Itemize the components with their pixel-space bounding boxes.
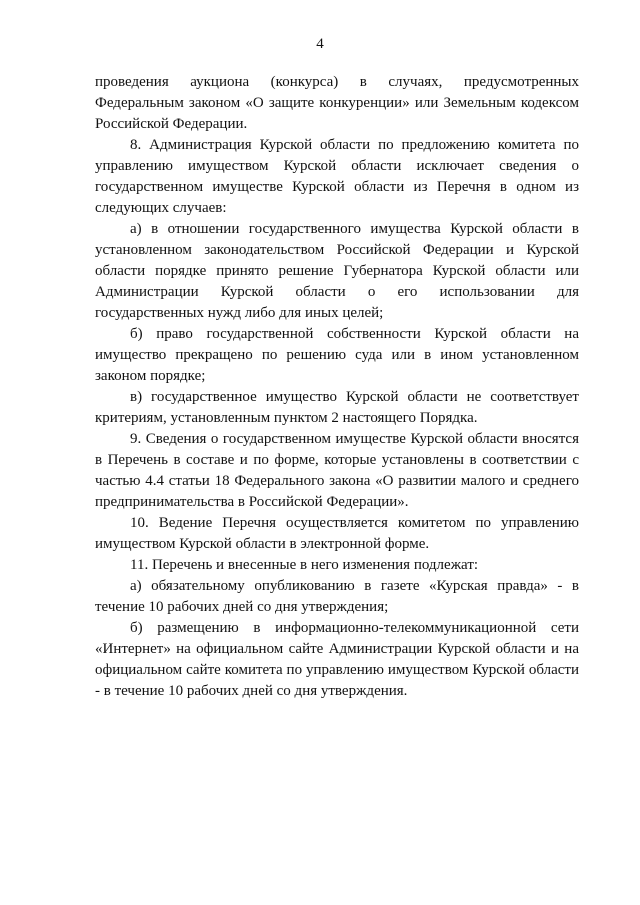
page-number: 4 [316,36,324,52]
paragraph-item-11-b: б) размещению в информационно-телекоммуникационной сети «Интернет» на официальном сайте Администрации Курской области и на официальном сайте комитета по управлению имуществом Курской области - в течение 10 рабочих дней со дня утверждения. [95,620,579,699]
paragraph-continuation: проведения аукциона (конкурса) в случаях, предусмотренных Федеральным законом «О защите конкуренции» или Земельным кодексом Российской Федерации. [95,74,579,132]
paragraph-item-11-a: а) обязательному опубликованию в газете «Курская правда» - в течение 10 рабочих дней со дня утверждения; [95,578,579,615]
paragraph-item-11: 11. Перечень и внесенные в него изменения подлежат: [130,557,479,573]
paragraph-item-10: 10. Ведение Перечня осуществляется комитетом по управлению имуществом Курской области в электронной форме. [95,515,579,552]
paragraph-item-9: 9. Сведения о государственном имуществе Курской области вносятся в Перечень в составе и по форме, которые установлены в соответствии с частью 4.4 статьи 18 Федерального закона «О развитии малого и среднего предпринимательства в Российской Федерации». [95,431,579,510]
document-body [95,72,579,702]
paragraph-subitem-v: в) государственное имущество Курской области не соответствует критериям, установленным пунктом 2 настоящего Порядка. [95,389,579,426]
paragraph-item-8: 8. Администрация Курской области по предложению комитета по управлению имуществом Курской области исключает сведения о государственном имуществе Курской области из Перечня в одном из следующих случаев: [95,137,579,216]
paragraph-subitem-a: а) в отношении государственного имущества Курской области в установленном законодательством Российской Федерации и Курской области порядке принято решение Губернатора Курской области или Администрации Курской области о его использовании для государственных нужд либо для иных целей; [95,221,579,321]
paragraph-subitem-b: б) право государственной собственности Курской области на имущество прекращено по решению суда или в ином установленном законом порядке; [95,326,579,384]
